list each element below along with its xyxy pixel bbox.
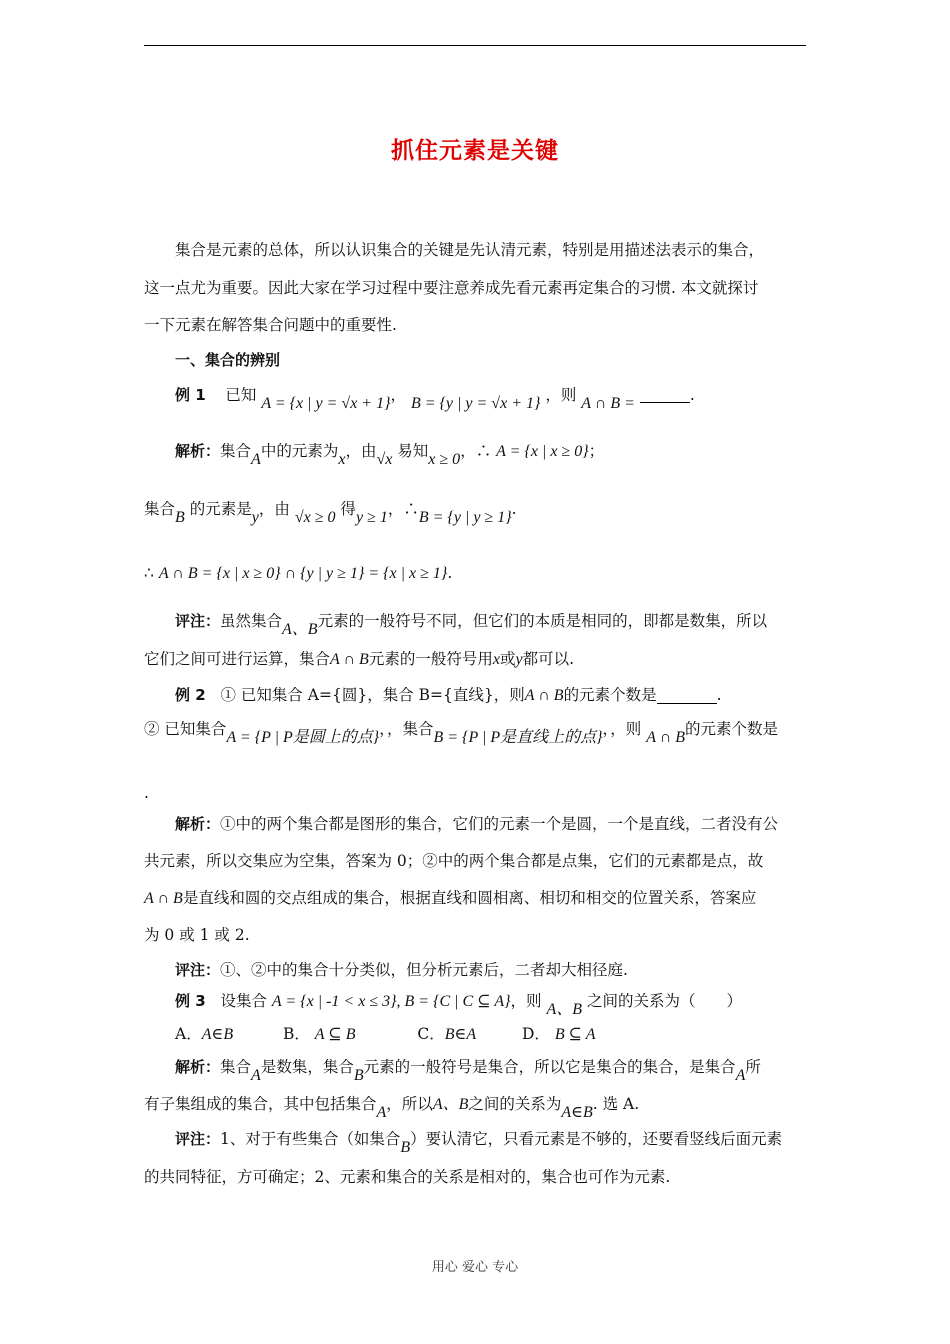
note-2 [175,959,628,981]
text: 易知 [397,442,429,460]
math-var: y [515,651,523,668]
text: ② 已知集合 [144,720,227,738]
solution-label: 解析： [175,1058,221,1076]
text: . [511,500,517,518]
formula-set-b: B = {P | P是直线上的点} [433,729,603,746]
note-label: 评注： [175,961,221,979]
math-var: x [338,451,346,468]
solution-3-line-2 [144,1093,640,1121]
page-footer: 用心 爱心 专心 [431,1260,519,1275]
formula-set-a: A = {x | y = √x + 1} [261,395,391,412]
text: 元素的一般符号用 [368,650,493,668]
intro-line-3: 一下元素在解答集合问题中的重要性. [144,316,397,334]
formula: A ∩ B [524,687,564,704]
solution-label: 解析： [175,442,221,460]
example-3 [175,990,742,1018]
solution-2-line-4: 为 0 或 1 或 2. [144,926,250,944]
math-var: B [175,509,185,526]
text: 元素的一般符号是集合，所以它是集合的集合，是集合 [363,1058,736,1076]
option-letter: B． [282,1025,310,1043]
example-3-options [175,1023,596,1046]
formula-set-a: A = {P | P是圆上的点} [226,729,380,746]
formula: B = {y | y ≥ 1} [418,509,512,526]
note-3-line-2: 的共同特征，方可确定；2、元素和集合的关系是相对的，集合也可作为元素. [144,1168,671,1186]
answer-blank [657,689,717,704]
formula: A ∩ B [646,729,686,746]
formula: A ∩ B = {x | x ≥ 0} ∩ {y | y ≥ 1} = {x | x ≥ 1} [158,565,448,582]
math-var: B [353,1067,364,1084]
option-letter: C． [417,1025,445,1043]
text: ，则 [510,992,542,1010]
math-var: A [251,1067,261,1084]
math-var: A、B [282,621,318,638]
solution-1-line-1 [175,440,605,468]
text: 的元素是 [189,500,252,518]
example-2-line-2: ② 已知集合A = {P | P是圆上的点}，，集合B = {P | P是直线上的点}，，则 A ∩ B的元素个数是 [144,720,779,746]
header-rule [144,45,806,46]
formula-set-b: B = {y | y = √x + 1} [410,395,541,412]
formula: x ≥ 0 [428,451,461,468]
section-heading: 一、集合的辨别 [175,351,281,369]
therefore-symbol: ∴ [144,564,154,582]
text: ① 已知集合 A={圆}，集合 B={直线}，则 [220,686,525,704]
example-label: 例 2 [175,686,206,704]
option-letter: D． [521,1025,550,1043]
text: ，由 [345,442,377,460]
formula: A ∩ B [330,651,369,668]
text: ，集合 [386,720,434,738]
text: 集合 [220,1058,252,1076]
solution-1-line-2 [144,498,517,526]
text: ①中的两个集合都是图形的集合，它们的元素一个是圆，一个是直线，二者没有公 [220,815,779,833]
math-var: A [376,1104,387,1121]
text: . 选 A. [592,1095,640,1113]
formula-intersection: A ∩ B = [581,395,635,412]
text: ，所以 [386,1095,433,1113]
example-label: 例 1 [175,386,206,404]
note-label: 评注： [175,1130,221,1148]
note-1-line-1 [175,610,768,638]
text: ； [588,442,605,460]
example-label: 例 3 [175,992,206,1010]
text: 都可以. [522,650,575,668]
solution-3-line-1 [175,1056,761,1084]
text: 设集合 [220,992,267,1010]
option-b: A ⊆ B [314,1026,356,1043]
text: ，∴ [460,442,492,460]
formula: A = {x | x ≥ 0} [496,443,589,460]
text: 集合 [144,500,176,518]
text: ①、②中的集合十分类似，但分析元素后，二者却大相径庭. [220,961,628,979]
option-a: A∈B [201,1026,234,1043]
text: 已知 [225,386,257,404]
intro-line-2: 这一点尤为重要。因此大家在学习过程中要注意养成先看元素再定集合的习惯. 本文就探讨 [144,279,759,297]
formula: √x ≥ 0 [294,509,336,526]
text: 是数集，集合 [260,1058,354,1076]
math-var: A [735,1067,746,1084]
solution-2-line-1 [175,813,778,835]
text: 虽然集合 [220,612,283,630]
example-2-blank-line: . [144,784,149,802]
math-var: A [251,451,261,468]
text: ，则 [610,720,642,738]
math-var: B [400,1139,411,1156]
text: 有子集组成的集合，其中包括集合 [144,1095,377,1113]
math-var: A、B [546,1001,583,1018]
option-d: B ⊆ A [554,1026,596,1043]
math-var: x [492,651,500,668]
text: 是直线和圆的交点组成的集合，根据直线和圆相离、相切和相交的位置关系，答案应 [182,889,757,907]
text: 中的元素为 [260,442,339,460]
formula: √x [376,451,393,468]
solution-label: 解析： [175,815,221,833]
example-1: 例 1 已知 A = {x | y = √x + 1}， B = {y | y = √x + 1} ，则 A ∩ B = . [175,386,695,412]
answer-blank [640,390,690,403]
text: 元素的一般符号不同，但它们的本质是相同的，即都是数集，所以 [317,612,768,630]
note-3-line-1 [175,1128,783,1156]
text: 之间的关系为 [468,1095,562,1113]
intro-line-1: 集合是元素的总体，所以认识集合的关键是先认清元素，特别是用描述法表示的集合， [175,241,765,259]
note-1-line-2 [144,648,574,671]
solution-1-line-3: ∴ A ∩ B = {x | x ≥ 0} ∩ {y | y ≥ 1} = {x | x ≥ 1}. [144,564,453,582]
text: 集合 [220,442,252,460]
text: 所 [745,1058,761,1076]
option-letter: A． [175,1025,202,1043]
text: ，由 [258,500,290,518]
text: 的元素个数是 [685,720,779,738]
page-title: 抓住元素是关键 [391,138,559,164]
formula: A = {x | -1 < x ≤ 3}, B = {C | C ⊆ A} [271,993,511,1010]
example-2-line-1: 例 2 ① 已知集合 A={圆}，集合 B={直线}，则A ∩ B的元素个数是 . [175,686,722,704]
text: 之间的关系为（ ） [586,992,742,1010]
math-var: y [251,509,259,526]
text: ，∴ [387,500,419,518]
solution-2-line-3 [144,887,756,910]
math-var: A、B [432,1096,469,1113]
text: ，则 [545,386,577,404]
solution-2-line-2: 共元素，所以交集应为空集，答案为 0；②中的两个集合都是点集，它们的元素都是点，故 [144,852,764,870]
text: 的元素个数是 [563,686,657,704]
text: 它们之间可进行运算，集合 [144,650,331,668]
text: 或 [499,650,516,668]
formula: A∈B [561,1104,593,1121]
option-c: B∈A [444,1026,477,1043]
text: 1、对于有些集合（如集合 [220,1130,401,1148]
text: 得 [340,500,356,518]
formula: A ∩ B [144,890,183,907]
formula: y ≥ 1 [355,509,388,526]
text: ）要认清它，只看元素是不够的，还要看竖线后面元素 [410,1130,783,1148]
note-label: 评注： [175,612,221,630]
